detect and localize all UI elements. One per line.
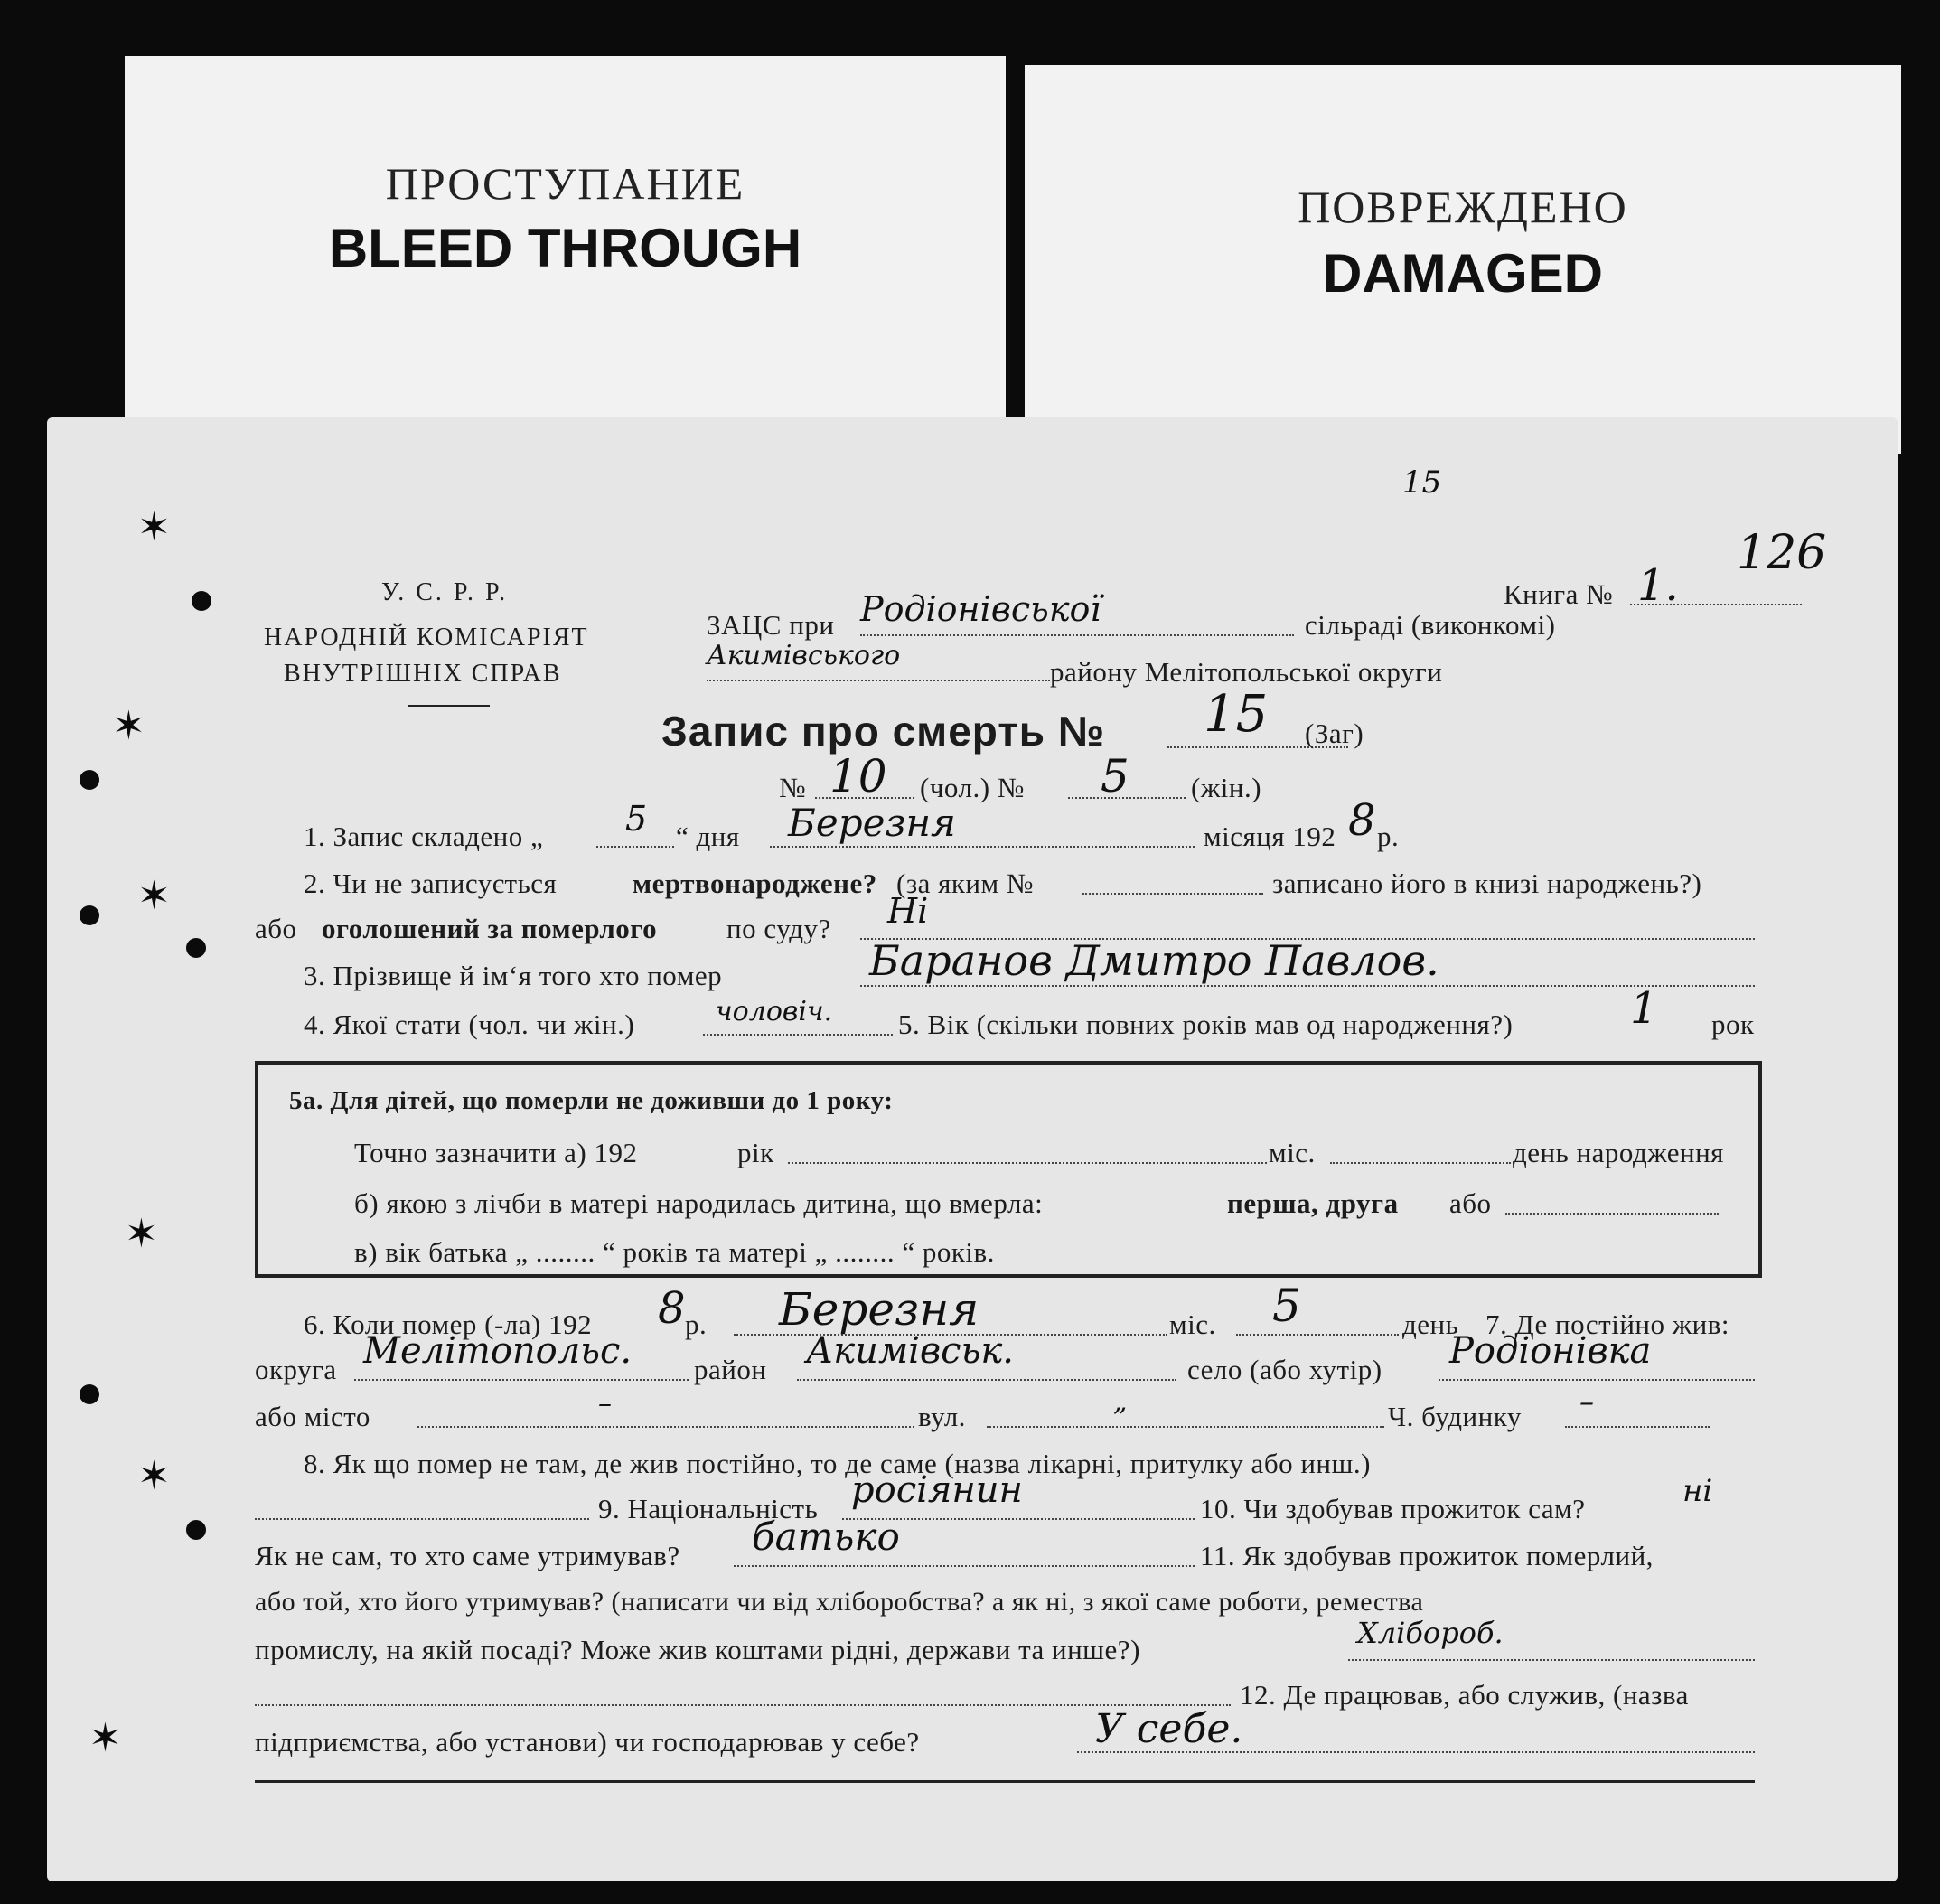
- field-7-city-dots: [417, 1426, 914, 1428]
- field-1-c: місяця 192: [1204, 821, 1336, 852]
- field-1-year: 8: [1348, 795, 1376, 846]
- field-7-street-dots: [987, 1426, 1384, 1428]
- field-10-who-dots: [734, 1565, 1195, 1567]
- field-7-street-dash: „: [1113, 1386, 1128, 1418]
- field-5a-1c-dots: [1330, 1162, 1511, 1164]
- binding-hole-icon: ✶: [137, 504, 171, 550]
- top-note: 15: [1402, 464, 1442, 501]
- field-4-label: 4. Якої стати (чол. чи жін.): [304, 1008, 635, 1040]
- council-label: сільраді (виконкомі): [1305, 609, 1556, 641]
- org-line-3: ВНУТРІШНІХ СПРАВ: [284, 660, 562, 688]
- field-11-value: Хлібороб.: [1357, 1616, 1504, 1650]
- field-3-label: 3. Прізвище й ім‘я того хто помер: [304, 960, 723, 991]
- field-1-month: Березня: [788, 801, 956, 845]
- field-7-b: округа: [255, 1354, 337, 1385]
- field-12-a: 12. Де працював, або служив, (назва: [1240, 1679, 1689, 1711]
- damaged-ru: ПОВРЕЖДЕНО: [1298, 182, 1628, 232]
- field-1-month-dots: [770, 846, 1195, 848]
- field-7-selo-dots: [1439, 1379, 1755, 1381]
- field-6-day-dots: [1236, 1334, 1399, 1336]
- field-5a-2b: перша, друга: [1227, 1187, 1399, 1219]
- field-2-dots: [1082, 893, 1263, 895]
- field-11-b: або той, хто його утримував? (написати чи від хліборобства? а як ні, з якої саме роботи, ремества: [255, 1587, 1424, 1617]
- field-7-raion: Акимівськ.: [806, 1330, 1014, 1372]
- binding-hole-icon: [80, 905, 99, 925]
- bleed-through-card: [125, 56, 1006, 436]
- binding-hole-icon: [192, 591, 211, 611]
- field-5-b: рок: [1711, 1008, 1755, 1040]
- field-6-label: 6. Коли помер (-ла) 192: [304, 1308, 593, 1340]
- field-7-okruga: Мелітопольс.: [363, 1330, 633, 1372]
- field-3-value: Баранов Дмитро Павлов.: [869, 936, 1439, 985]
- field-6-month: Березня: [779, 1283, 979, 1336]
- field-4-value: чоловіч.: [716, 996, 833, 1027]
- binding-hole-icon: [186, 1520, 206, 1540]
- male-label: (чол.) №: [920, 772, 1025, 803]
- field-7-label: 7. Де постійно жив:: [1485, 1308, 1730, 1340]
- zags-value: Родіонівської: [860, 589, 1101, 629]
- death-record-sheet: [47, 417, 1898, 1881]
- zags-dots: [860, 634, 1294, 636]
- field-2-e: або: [255, 913, 297, 944]
- district-label: району Мелітопольської округи: [1050, 656, 1443, 688]
- field-10-b: Як не сам, то хто саме утримував?: [255, 1540, 680, 1571]
- field-7-house-dots: [1565, 1426, 1710, 1428]
- field-5a-1b: рік: [737, 1137, 774, 1168]
- field-7-selo: Родіонівка: [1449, 1330, 1652, 1372]
- zags-label: ЗАЦС при: [707, 609, 835, 641]
- field-2-g: по суду?: [726, 913, 831, 944]
- field-5-label: 5. Вік (скільки повних років мав од народження?): [898, 1008, 1514, 1040]
- field-10-who: батько: [752, 1515, 900, 1559]
- field-1-day-dots: [596, 846, 674, 848]
- field-12-dots: [255, 1704, 1231, 1706]
- field-5-value: 1: [1630, 983, 1658, 1034]
- field-11-value-dots: [1348, 1659, 1755, 1661]
- field-7-c: район: [694, 1354, 767, 1385]
- field-2-f: оголошений за померлого: [322, 913, 658, 944]
- female-no: 5: [1101, 750, 1129, 802]
- field-5a-2a: б) якою з лічби в матері народилась дитина, що вмерла:: [354, 1187, 1044, 1219]
- field-8-dots: [255, 1518, 589, 1520]
- field-7-okruga-dots: [354, 1379, 689, 1381]
- female-label: (жін.): [1191, 772, 1262, 803]
- field-7-g: Ч. будинку: [1388, 1401, 1522, 1432]
- field-11-a: 11. Як здобував прожиток померлий,: [1200, 1540, 1654, 1571]
- district-value: Акимівського: [707, 640, 901, 671]
- field-3-dots: [860, 985, 1755, 987]
- binding-hole-icon: ✶: [137, 873, 171, 919]
- record-zag: (Заг): [1305, 718, 1364, 749]
- field-9-value: росіянин: [851, 1469, 1023, 1511]
- field-10-label: 10. Чи здобував прожиток сам?: [1200, 1493, 1586, 1524]
- binding-hole-icon: ✶: [137, 1453, 171, 1499]
- field-6-b: р.: [685, 1308, 708, 1340]
- field-5a-1d: день народження: [1513, 1137, 1724, 1168]
- binding-hole-icon: ✶: [89, 1715, 122, 1761]
- binding-hole-icon: [80, 1384, 99, 1404]
- binding-hole-icon: [80, 770, 99, 790]
- field-4-dots: [703, 1034, 893, 1036]
- field-1-d: р.: [1377, 821, 1400, 852]
- damaged-en: DAMAGED: [1323, 243, 1603, 304]
- org-line-1: У. С. Р. Р.: [381, 578, 509, 606]
- field-1-b: “ дня: [676, 821, 740, 852]
- field-6-year: 8: [658, 1283, 686, 1334]
- field-8-label: 8. Як що помер не там, де жив постійно, то де саме (назва лікарні, притулку або инш.): [304, 1448, 1371, 1479]
- field-6-c: міс.: [1169, 1308, 1216, 1340]
- bleed-through-ru: ПРОСТУПАНИЕ: [385, 158, 745, 209]
- field-12-b: підприємства, або установи) чи господарював у себе?: [255, 1726, 920, 1758]
- field-11-c: промислу, на якій посаді? Може жив коштами рідні, держави та инше?): [255, 1634, 1140, 1665]
- male-no: 10: [829, 750, 887, 802]
- field-7-house-dash: –: [1579, 1384, 1594, 1419]
- field-12-value: У себе.: [1095, 1706, 1243, 1752]
- bottom-rule: [255, 1780, 1755, 1783]
- male-no-label: №: [779, 772, 807, 803]
- field-6-d: день: [1402, 1308, 1459, 1340]
- field-7-city-dash: –: [598, 1388, 612, 1420]
- field-9-label: 9. Національність: [598, 1493, 819, 1524]
- field-5a-2c: або: [1449, 1187, 1492, 1219]
- org-underline: [408, 705, 490, 707]
- field-10-value: ні: [1682, 1473, 1713, 1509]
- binding-hole-icon: ✶: [112, 703, 145, 749]
- org-line-2: НАРОДНІЙ КОМІСАРІЯТ: [264, 624, 589, 652]
- page-number: 126: [1737, 526, 1827, 580]
- book-value: 1.: [1637, 560, 1679, 611]
- district-dots: [707, 680, 1050, 681]
- field-7-e: або місто: [255, 1401, 370, 1432]
- binding-hole-icon: ✶: [125, 1211, 158, 1257]
- damaged-card: [1025, 65, 1901, 454]
- record-title: Запис про смерть №: [661, 708, 1106, 755]
- field-5a-1c: міс.: [1269, 1137, 1316, 1168]
- field-2-a: 2. Чи не записується: [304, 868, 558, 899]
- field-5a-1-dots: [788, 1162, 1267, 1164]
- field-2-d: записано його в книзі народжень?): [1272, 868, 1702, 899]
- field-1-day: 5: [625, 799, 648, 839]
- book-label: Книга №: [1504, 578, 1614, 610]
- binding-hole-icon: [186, 938, 206, 958]
- field-5a-1a: Точно зазначити а) 192: [354, 1137, 638, 1168]
- field-5a-3: в) вік батька „ ........ “ років та матері „ ........ “ років.: [354, 1236, 995, 1268]
- field-7-raion-dots: [797, 1379, 1176, 1381]
- field-7-f: вул.: [918, 1401, 966, 1432]
- field-2-b: мертвонароджене?: [633, 868, 877, 899]
- field-5a-title: 5а. Для дітей, що померли не доживши до 1 року:: [289, 1086, 894, 1115]
- field-5a-2-dots: [1505, 1213, 1719, 1215]
- field-6-day: 5: [1272, 1280, 1301, 1332]
- field-1-label: 1. Запис складено „: [304, 821, 544, 852]
- field-2-c: (за яким №: [896, 868, 1034, 899]
- bleed-through-en: BLEED THROUGH: [328, 218, 802, 278]
- field-2-value: Ні: [887, 891, 929, 931]
- field-7-d: село (або хутір): [1187, 1354, 1382, 1385]
- record-number: 15: [1204, 685, 1269, 744]
